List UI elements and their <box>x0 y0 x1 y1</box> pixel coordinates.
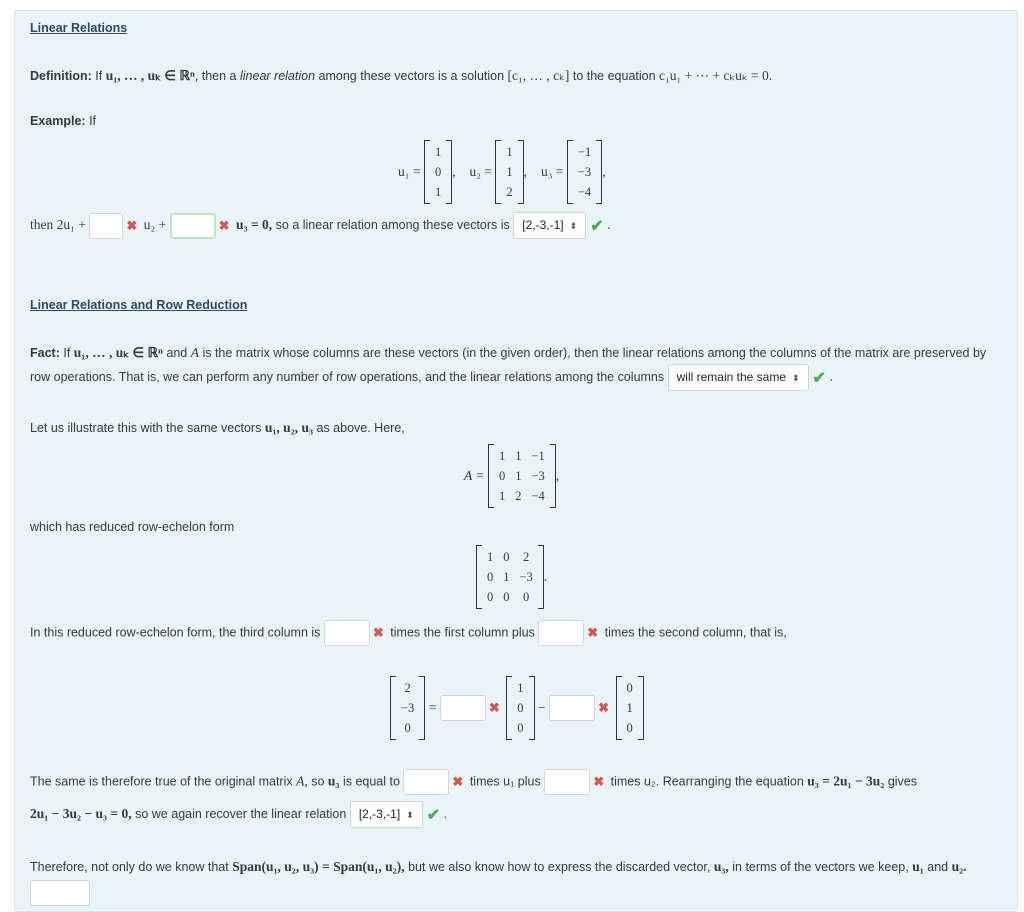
select-arrow-icon: ⬍ <box>406 810 414 820</box>
rref-matrix <box>476 545 544 609</box>
therefore-u1: u₁ <box>912 859 924 874</box>
times-u2: times u₂. Rearranging the equation <box>610 774 804 789</box>
matrix-cell: 2 <box>523 549 530 564</box>
recover-line <box>30 801 447 828</box>
correct-icon: ✔ <box>812 369 826 387</box>
coef-u2-input[interactable] <box>89 213 123 239</box>
vector-entry: 0 <box>404 720 411 735</box>
matrix-cell: −3 <box>519 569 533 584</box>
period: . <box>829 369 833 384</box>
col3-vector <box>390 676 425 740</box>
u3-vector <box>567 140 602 204</box>
therefore-text-2: but we also know how to express the discarded vector, <box>408 860 711 874</box>
rref-text: which has reduced row-echelon form <box>30 520 235 534</box>
u1-entry: 0 <box>434 164 442 179</box>
u3-entry: −1 <box>577 144 592 159</box>
relation-select[interactable]: [2,-3,-1] ⬍ <box>513 212 586 239</box>
fact-matrix-a: A <box>190 345 199 360</box>
u2-coef-input[interactable] <box>544 769 590 795</box>
comma: , <box>452 164 456 179</box>
period: . <box>443 806 448 821</box>
column-equation <box>390 676 644 740</box>
vectors-display <box>398 140 606 204</box>
definition-equation: c₁u₁ + ⋯ + cₖuₖ = 0. <box>659 68 773 83</box>
matrix-cell: 1 <box>498 448 506 463</box>
same-line <box>30 769 917 795</box>
definition-vectors: u₁, … , uₖ ∈ ℝⁿ <box>105 68 195 83</box>
therefore-u3: u₃, <box>713 859 729 874</box>
vector-entry: 1 <box>626 700 633 715</box>
illustrate-text: Let us illustrate this with the same vectors <box>30 421 262 435</box>
u2-vector <box>495 140 523 204</box>
recover-text: so we again recover the linear relation <box>135 806 347 821</box>
incorrect-icon: ✖ <box>372 625 384 640</box>
therefore-line <box>30 859 967 875</box>
matrix-cell: −3 <box>531 468 545 483</box>
fact-line-1 <box>30 345 986 361</box>
minus-sign: − <box>538 700 546 715</box>
same-u3: u₃ <box>327 773 340 789</box>
third-column-line <box>30 620 787 646</box>
gives-text: gives <box>887 774 917 789</box>
matrix-cell: −4 <box>531 488 545 503</box>
definition-if: If <box>95 69 103 83</box>
example-if: If <box>89 114 97 128</box>
therefore-text-3: in terms of the vectors we keep, <box>732 860 909 874</box>
matrix-a <box>488 444 556 508</box>
times-u1-plus: times u₁ plus <box>469 774 541 789</box>
vector-entry: −3 <box>401 700 415 715</box>
incorrect-icon: ✖ <box>126 217 138 233</box>
incorrect-icon: ✖ <box>598 700 610 715</box>
incorrect-icon: ✖ <box>587 625 599 640</box>
matrix-cell: −1 <box>531 448 545 463</box>
then-text: then 2u₁ + <box>30 216 86 232</box>
u1-entry: 1 <box>434 184 442 199</box>
e1-vector <box>506 676 534 740</box>
matrix-cell: 0 <box>498 468 506 483</box>
fact-and: and <box>166 346 188 360</box>
coef-u3-input[interactable] <box>170 213 216 239</box>
matrix-cell: 0 <box>487 569 494 584</box>
definition-solution: [c₁, … , cₖ] <box>507 68 570 83</box>
same-matrix: A, <box>296 773 308 789</box>
illustrate-line <box>30 420 405 436</box>
third-col-text: In this reduced row-echelon form, the third column is <box>30 625 321 640</box>
matrix-cell: 1 <box>515 448 522 463</box>
therefore-and: and <box>927 860 949 874</box>
matrix-cell: 1 <box>487 549 494 564</box>
equals-sign: = <box>428 700 437 715</box>
u1-label: u₁ = <box>398 164 421 179</box>
third-col-text-3: times the second column, that is, <box>604 625 787 640</box>
matrix-cell: 1 <box>503 569 510 584</box>
recover-select[interactable]: [2,-3,-1] ⬍ <box>350 801 423 828</box>
preserve-select[interactable]: will remain the same ⬍ <box>668 364 809 391</box>
illustrate-text-2: as above. Here, <box>316 421 405 435</box>
recover-equation: 2u₁ − 3u₂ − u₃ = 0, <box>30 805 132 821</box>
definition-among: among these vectors is a solution <box>318 69 505 83</box>
period: . <box>607 217 611 232</box>
u2-label: u₂ = <box>469 164 492 179</box>
u3-eq-zero: u₃ = 0, <box>236 216 273 232</box>
fact-if: If <box>63 346 71 360</box>
fact-text-2: row operations. That is, we can perform any number of row operations, and the linear relations among the columns <box>30 369 665 384</box>
u3-label: u₃ = <box>540 164 564 179</box>
matrix-cell: 0 <box>503 589 510 604</box>
matrix-cell: 0 <box>487 589 494 604</box>
then-line <box>30 212 611 239</box>
illustrate-vectors: u₁, u₂, u₃ <box>264 420 314 435</box>
same-text: The same is therefore true of the original matrix <box>30 774 293 789</box>
incorrect-icon: ✖ <box>452 774 464 789</box>
fact-line-2 <box>30 364 833 391</box>
matrix-cell: 1 <box>515 468 522 483</box>
example-line <box>30 114 96 128</box>
vector-entry: 0 <box>626 720 633 735</box>
therefore-text: Therefore, not only do we know that <box>30 860 229 874</box>
u3-entry: −3 <box>577 164 592 179</box>
section-title-linear-relations: Linear Relations <box>30 21 128 35</box>
third-col-text-2: times the first column plus <box>390 625 535 640</box>
definition-to: to the equation <box>572 69 656 83</box>
therefore-u2: u₂. <box>951 859 967 874</box>
next-answer-input[interactable] <box>30 880 90 906</box>
correct-icon: ✔ <box>426 806 441 824</box>
rearrange-equation: u₃ = 2u₁ − 3u₂ <box>807 773 885 789</box>
first-col-coef-input[interactable] <box>324 620 370 646</box>
rref-display <box>476 545 547 609</box>
u1-coef-input[interactable] <box>403 769 449 795</box>
comma: , <box>555 468 560 483</box>
incorrect-icon: ✖ <box>488 700 500 715</box>
section-title-row-reduction: Linear Relations and Row Reduction <box>30 298 248 312</box>
u2-plus: u₂ + <box>143 216 167 232</box>
incorrect-icon: ✖ <box>218 217 230 233</box>
vector-entry: 0 <box>626 680 633 695</box>
same-so: so <box>311 774 325 789</box>
incorrect-icon: ✖ <box>593 774 605 789</box>
next-answer-box[interactable] <box>30 880 90 906</box>
matrix-cell: 0 <box>523 589 530 604</box>
e2-vector <box>616 676 644 740</box>
period: . <box>543 569 548 584</box>
definition-then: , then a <box>194 69 237 83</box>
fact-vectors: u₁, … , uₖ ∈ ℝⁿ <box>73 345 163 360</box>
e2-coef-input[interactable] <box>549 695 595 721</box>
matrix-a-display <box>464 444 559 508</box>
fact-text: is the matrix whose columns are these vectors (in the given order), then the linear relations among the columns of the matrix are preserved by <box>202 346 987 360</box>
matrix-cell: 0 <box>503 549 510 564</box>
select-arrow-icon: ⬍ <box>792 373 800 383</box>
correct-icon: ✔ <box>590 217 604 235</box>
u2-entry: 1 <box>506 144 513 159</box>
matrix-cell: 1 <box>498 488 506 503</box>
comma: , <box>523 164 528 179</box>
definition-italic: linear relation <box>240 69 316 83</box>
so-text: so a linear relation among these vectors is <box>275 217 510 232</box>
second-col-coef-input[interactable] <box>538 620 584 646</box>
u3-entry: −4 <box>577 184 592 199</box>
span-equation: Span(u₁, u₂, u₃) = Span(u₁, u₂), <box>232 859 405 874</box>
u2-entry: 1 <box>506 164 513 179</box>
u1-vector <box>424 140 452 204</box>
select-arrow-icon: ⬍ <box>569 221 578 231</box>
vector-entry: 0 <box>517 720 524 735</box>
same-is-equal: is equal to <box>342 774 400 789</box>
vector-entry: 1 <box>517 680 524 695</box>
u1-entry: 1 <box>434 144 442 159</box>
example-label: Example: <box>30 114 86 128</box>
vector-entry: 0 <box>517 700 524 715</box>
definition-label: Definition: <box>30 69 92 83</box>
u2-entry: 2 <box>506 184 513 199</box>
matrix-cell: 2 <box>515 488 522 503</box>
matrix-a-label: A = <box>464 468 485 483</box>
fact-label: Fact: <box>30 346 60 360</box>
e1-coef-input[interactable] <box>440 695 486 721</box>
definition-line <box>30 68 772 84</box>
vector-entry: 2 <box>404 680 411 695</box>
comma: , <box>602 164 606 179</box>
